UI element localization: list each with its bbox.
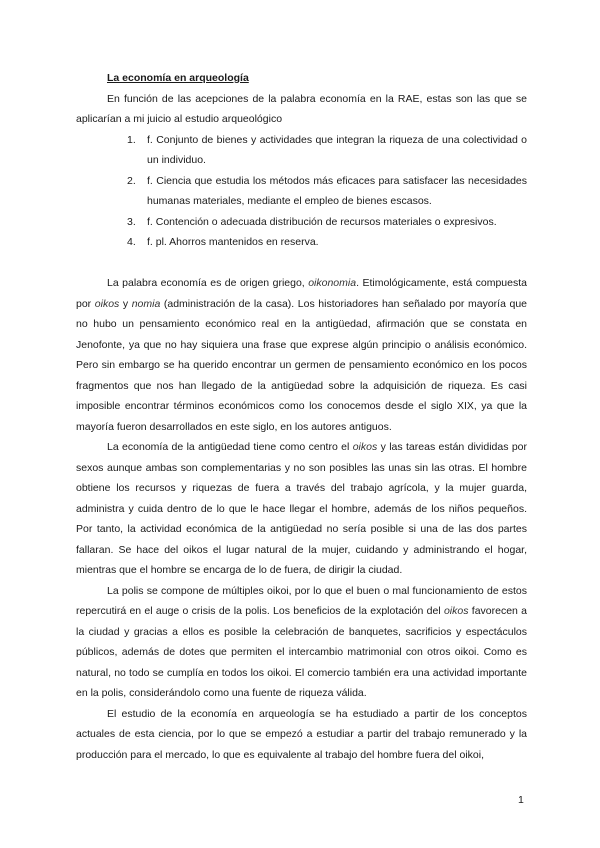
definition-number: 2. [127,174,136,187]
spacer [76,253,527,274]
text-run: . Etimológicamente, está compuesta por [76,277,527,310]
text-run: y las tareas están divididas por sexos aunque ambas son complementarias y no son posibles las unas sin las otras. El hombre obtiene los recursos y riquezas de fuera a través del trabajo agrícola, y la mujer guarda, administra y cuida dentro de lo que le hace llegar el hombre, además de los niños pequeños. Por tanto, la actividad económica de la antigüedad no sería posible si una de las dos partes fallaran. Se hace del oikos el lugar natural de la mujer, cuidando y administrando el hogar, mientras que el hombre se encarga de lo de fuera, de dirigir la ciudad. [76,441,528,576]
paragraph-archaeology: El estudio de la economía en arqueología se ha estudiado a partir de los conceptos actuales de esta ciencia, por lo que se empezó a estudiar a partir del trabajo remunerado y la producción para el mercado, lo que es equivalente al trabajo del hombre fuera del oikoi, [76,707,527,761]
definition-number: 4. [127,236,136,248]
intro-paragraph: En función de las acepciones de la palabra economía en la RAE, estas son las que se aplicarían a mi juicio al estudio arqueológico [76,92,527,125]
italic-term: oikos [352,441,378,453]
paragraph-oikos [76,437,527,581]
definition-item [76,171,527,212]
paragraph-polis [76,581,527,704]
definition-number: 3. [127,215,136,228]
text-run: La palabra economía es de origen griego, [107,277,305,289]
page-number: 1 [518,794,524,806]
definition-text: f. pl. Ahorros mantenidos en reserva. [147,236,319,248]
definition-item [76,130,527,171]
italic-term: oikonomia [308,277,357,289]
definition-number: 1. [127,133,136,146]
text-run: La economía de la antigüedad tiene como centro el [107,441,350,453]
paragraph-etymology [76,273,527,437]
definition-text: f. Conjunto de bienes y actividades que integran la riqueza de una colectividad o un individuo. [147,133,527,166]
section-title: La economía en arqueología [107,72,249,84]
text-run: La polis se compone de múltiples oikoi, por lo que el buen o mal funcionamiento de estos repercutirá en el auge o crisis de la polis. Los beneficios de la explotación del [76,584,527,617]
definition-text: f. Ciencia que estudia los métodos más eficaces para satisfacer las necesidades humanas materiales, mediante el empleo de bienes escasos. [147,174,527,207]
definition-item [76,232,527,253]
text-run: y [122,297,129,310]
italic-term: oikos [94,297,120,310]
document-body [76,68,527,765]
italic-term: oikos [443,605,469,617]
text-run: favorecen a la ciudad y gracias a ellos es posible la celebración de banquetes, sacrificios y espectáculos públicos, además de dotes que permiten el intercambio matrimonial con otros oikoi. Como es natural, no todo se cumplía en todos los oikoi. El comercio también era una actividad importante en la polis, considerándolo como una fuente de riqueza válida. [76,605,528,699]
text-run: (administración de la casa). Los historiadores han señalado por mayoría que no hubo un pensamiento económico real en la antigüedad, afirmación que se constata en Jenofonte, ya que no hay siquiera una frase que exprese algún principio o análisis económico. Pero sin embargo se ha querido encontrar un germen de pensamiento económico en los pocos fragmentos que nos han llegado de la antigüedad sobre la adquisición de riqueza. Es casi imposible encontrar términos económicos como los conocemos desde el siglo XIX, ya que la mayoría fueron desarrollados en este siglo, en los autores antiguos. [76,297,528,433]
definition-item [76,212,527,233]
italic-term: nomia [131,297,161,310]
definition-list [76,130,527,253]
definition-text: f. Contención o adecuada distribución de recursos materiales o expresivos. [147,215,497,228]
